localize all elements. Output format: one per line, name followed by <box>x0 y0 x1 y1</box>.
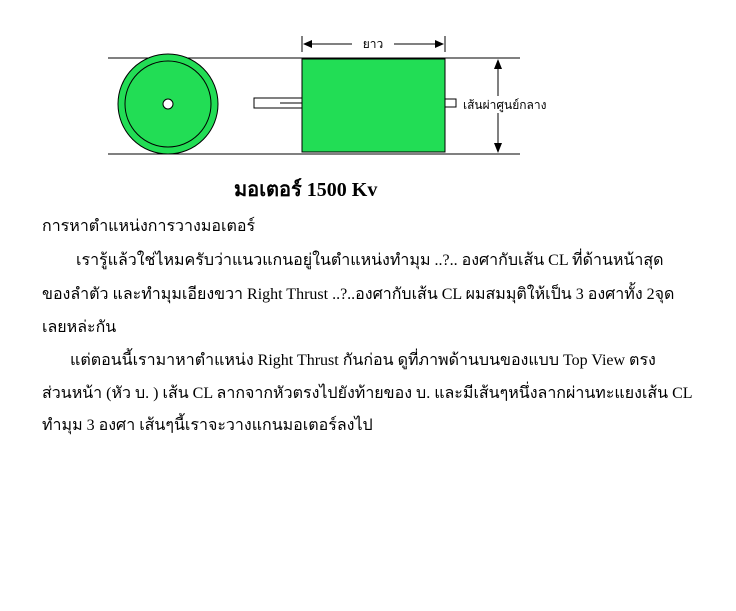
length-dimension <box>302 36 445 52</box>
section-heading: การหาตำแหน่งการวางมอเตอร์ <box>42 218 256 235</box>
paragraph-2-line-2: ส่วนหน้า (หัว บ. ) เส้น CL ลากจากหัวตรงไปยังท้ายของ บ. และมีเส้นๆหนึ่งลากผ่านทะแยงเส้น CL <box>42 385 693 402</box>
paragraph-2-line-3: ทำมุม 3 องศา เส้นๆนี้เราจะวางแกนมอเตอร์ลงไป <box>42 417 373 434</box>
paragraph-1-line-1: เรารู้แล้วใช่ไหมครับว่าแนวแกนอยู่ในตำแหน่งทำมุม ..?.. องศากับเส้น CL ที่ด้านหน้าสุด <box>76 252 664 269</box>
centerline-label: เส้นผ่าศูนย์กลาง <box>463 98 547 112</box>
motor-side-view <box>254 59 456 152</box>
arrow-down-icon <box>494 143 502 153</box>
paragraph-2-line-1: แต่ตอนนี้เรามาหาตำแหน่ง Right Thrust กันก่อน ดูที่ภาพด้านบนของแบบ Top View ตรง <box>70 352 656 369</box>
paragraph-1-line-3: เลยหล่ะกัน <box>42 319 117 336</box>
diameter-dimension <box>462 59 548 153</box>
diagram-caption: มอเตอร์ 1500 Kv <box>234 179 378 201</box>
motor-front-view <box>118 54 218 154</box>
motor-shaft-hole <box>163 99 173 109</box>
motor-diagram <box>0 0 736 200</box>
motor-body <box>302 59 445 152</box>
arrow-up-icon <box>494 59 502 69</box>
paragraph-1-line-2: ของลำตัว และทำมุมเอียงขวา Right Thrust ..?..องศากับเส้น CL ผมสมมุติให้เป็น 3 องศาทั้ง 2จุด <box>42 286 675 303</box>
arrow-left-icon <box>303 40 312 48</box>
motor-shaft-right <box>445 99 456 107</box>
arrow-right-icon <box>435 40 444 48</box>
length-label: ยาว <box>362 37 384 51</box>
